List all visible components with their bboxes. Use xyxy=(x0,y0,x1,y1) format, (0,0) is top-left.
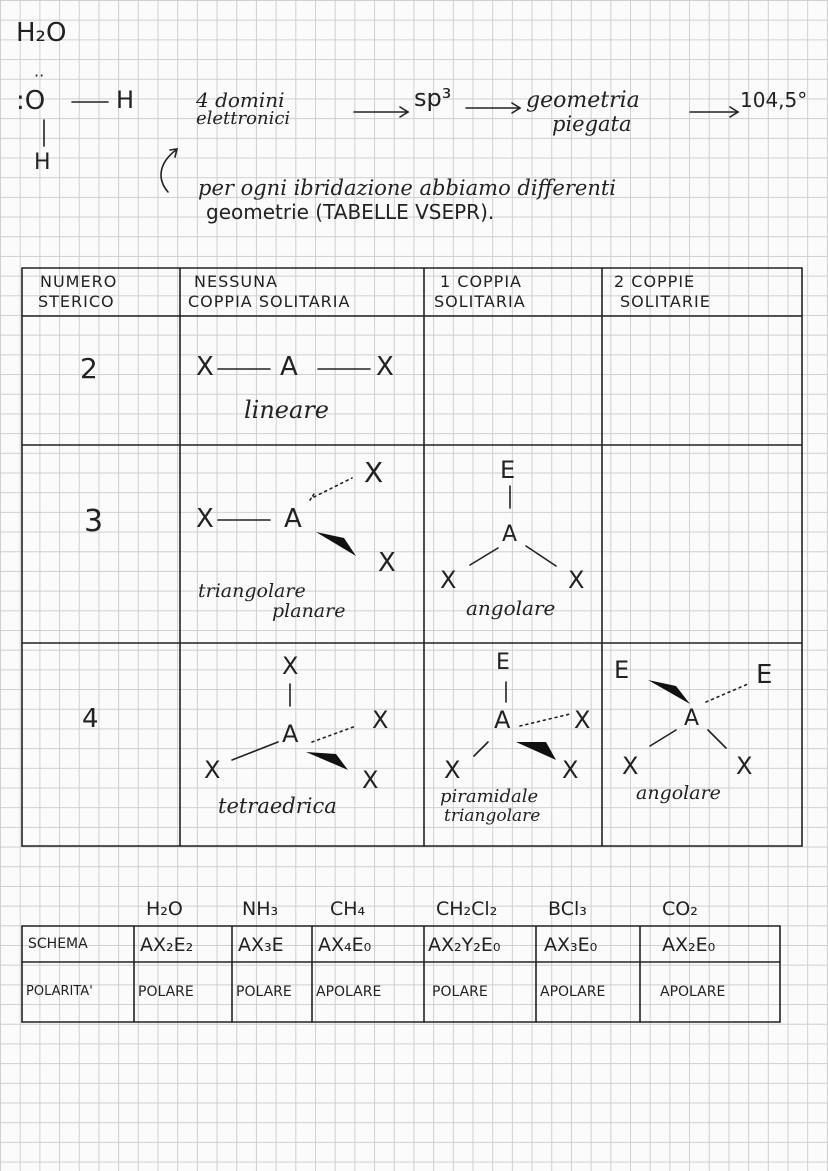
atom-x: X xyxy=(362,766,379,794)
geometry-lineare: lineare xyxy=(244,396,329,424)
formula-title: H₂O xyxy=(16,18,67,48)
note-line-2: geometrie (TABELLE VSEPR). xyxy=(206,200,495,224)
atom-x: X xyxy=(376,352,394,382)
hydrogen-bottom: H xyxy=(34,150,51,175)
atom-x: X xyxy=(378,548,396,578)
atom-a: A xyxy=(280,352,298,382)
wedge-bond xyxy=(306,752,348,770)
schema-nh3: AX₃E xyxy=(238,934,284,956)
molecule-co2: CO₂ xyxy=(662,898,698,920)
hydrogen-right: H xyxy=(116,86,135,114)
atom-x: X xyxy=(196,352,214,382)
geometry-text: geometria xyxy=(526,88,640,113)
header-steric-1: NUMERO xyxy=(40,272,118,291)
polarity-nh3: POLARE xyxy=(236,984,292,1000)
header-one-1: 1 COPPIA xyxy=(440,272,522,291)
steric-number-4: 4 xyxy=(82,704,99,734)
polarity-bcl3: APOLARE xyxy=(540,984,606,1000)
molecule-bcl3: BCl₃ xyxy=(548,898,587,920)
schema-co2: AX₂E₀ xyxy=(662,934,716,956)
atom-x: X xyxy=(364,456,384,489)
steric-number-2: 2 xyxy=(80,352,98,385)
atom-a: A xyxy=(502,522,518,547)
hybridization: sp³ xyxy=(414,84,452,112)
polarity-ch4: APOLARE xyxy=(316,984,382,1000)
atom-x: X xyxy=(196,504,214,534)
atom-a: A xyxy=(282,720,299,748)
atom-x: X xyxy=(204,756,221,784)
atom-a: A xyxy=(684,706,700,731)
atom-x: X xyxy=(372,706,389,734)
geometry-angolare: angolare xyxy=(466,596,556,620)
polarity-h2o: POLARE xyxy=(138,984,194,1000)
header-two-1: 2 COPPIE xyxy=(614,272,696,291)
geometry-triangolare: triangolare xyxy=(198,580,306,602)
geometry-piramidale: piramidale xyxy=(440,786,539,807)
atom-x: X xyxy=(736,752,753,780)
header-none-2: COPPIA SOLITARIA xyxy=(188,292,351,311)
atom-x: X xyxy=(574,706,591,734)
molecule-nh3: NH₃ xyxy=(242,898,279,920)
atom-x: X xyxy=(568,566,585,594)
domains-text-line2: elettronici xyxy=(196,108,291,129)
header-two-2: SOLITARIE xyxy=(620,292,711,311)
domains-text: 4 domini xyxy=(196,88,285,112)
lone-pair-dots: ·· xyxy=(34,66,45,85)
schema-ch2cl2: AX₂Y₂E₀ xyxy=(428,934,501,956)
header-none-1: NESSUNA xyxy=(194,272,279,291)
wedge-bond xyxy=(516,742,556,760)
atom-e: E xyxy=(496,650,510,675)
steric-number-3: 3 xyxy=(84,504,104,539)
schema-ch4: AX₄E₀ xyxy=(318,934,372,956)
polarity-label: POLARITA' xyxy=(26,984,93,999)
molecule-ch2cl2: CH₂Cl₂ xyxy=(436,898,498,920)
atom-a: A xyxy=(284,504,302,534)
atom-x: X xyxy=(562,756,579,784)
curved-arrow xyxy=(161,150,176,192)
atom-x: X xyxy=(444,756,461,784)
geometry-triangolare-2: triangolare xyxy=(444,806,541,826)
atom-e: E xyxy=(500,456,516,484)
schema-h2o: AX₂E₂ xyxy=(140,934,194,956)
geometry-angolare-2: angolare xyxy=(636,782,721,804)
vsepr-table-grid xyxy=(22,268,802,846)
wedge-bond xyxy=(316,532,356,556)
atom-x: X xyxy=(440,566,457,594)
header-one-2: SOLITARIA xyxy=(434,292,526,311)
geometry-text-line2: piegata xyxy=(552,112,632,136)
schema-label: SCHEMA xyxy=(28,936,88,952)
atom-x: X xyxy=(282,652,299,680)
oxygen-atom: :O xyxy=(16,86,46,116)
atom-a: A xyxy=(494,706,511,734)
geometry-planare: planare xyxy=(272,600,346,622)
geometry-tetraedrica: tetraedrica xyxy=(218,794,337,818)
atom-e: E xyxy=(614,656,630,684)
bond-angle: 104,5° xyxy=(740,88,808,112)
molecule-h2o: H₂O xyxy=(146,898,183,920)
atom-x: X xyxy=(622,752,639,780)
header-steric-2: STERICO xyxy=(38,292,115,311)
molecule-ch4: CH₄ xyxy=(330,898,366,920)
polarity-ch2cl2: POLARE xyxy=(432,984,488,1000)
wedge-bond xyxy=(648,680,690,704)
atom-e: E xyxy=(756,660,773,690)
schema-bcl3: AX₃E₀ xyxy=(544,934,598,956)
polarity-co2: APOLARE xyxy=(660,984,726,1000)
note-line-1: per ogni ibridazione abbiamo differenti xyxy=(198,176,617,200)
